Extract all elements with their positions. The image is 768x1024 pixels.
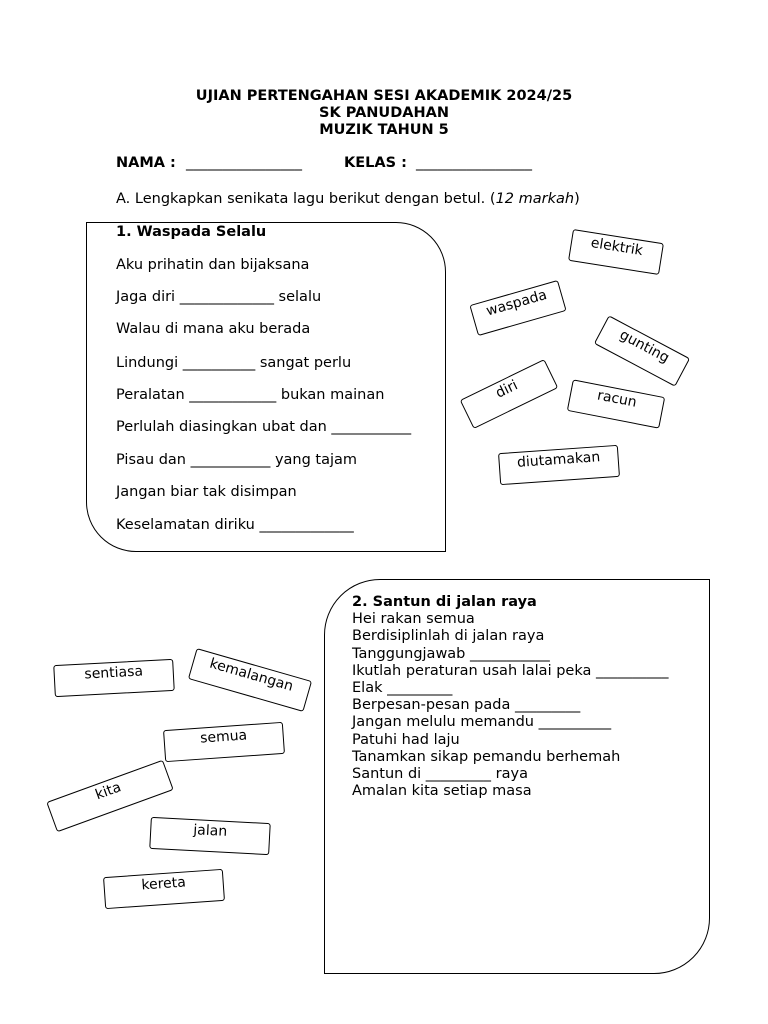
word-card[interactable]: jalan [149, 817, 271, 855]
word-card[interactable]: diutamakan [498, 445, 620, 485]
word-card[interactable]: elektrik [568, 229, 664, 275]
word-card[interactable]: semua [163, 722, 285, 762]
song2-lyrics [352, 594, 668, 800]
lyric-line: Amalan kita setiap masa [352, 783, 532, 800]
nama-label: NAMA : [116, 155, 176, 171]
word-card[interactable]: kereta [103, 869, 225, 909]
school-name: SK PANUDAHAN [319, 105, 449, 121]
lyric-line: Tanggungjawab ___________ [352, 645, 550, 662]
kelas-label: KELAS : [344, 155, 407, 171]
instruction-text: A. Lengkapkan senikata lagu berikut dengan betul. ( [116, 191, 496, 207]
lyric-line: Jaga diri _____________ selalu [116, 289, 322, 305]
lyric-line: Berpesan-pesan pada _________ [352, 697, 581, 714]
song2-title: 2. Santun di jalan raya [352, 594, 537, 610]
lyric-line: Pisau dan ___________ yang tajam [116, 452, 358, 468]
word-card[interactable]: sentiasa [53, 659, 175, 697]
subject-name: MUZIK TAHUN 5 [319, 122, 449, 138]
lyric-line: Jangan melulu memandu __________ [352, 714, 612, 731]
lyric-line: Ikutlah peraturan usah lalai peka __________ [352, 662, 669, 679]
lyric-line: Keselamatan diriku _____________ [116, 517, 354, 533]
instruction-close: ) [574, 191, 580, 207]
song1-title: 1. Waspada Selalu [116, 224, 267, 240]
instruction-marks: 12 markah [495, 191, 575, 207]
lyric-line: Perlulah diasingkan ubat dan ___________ [116, 419, 412, 435]
word-card[interactable]: racun [567, 379, 665, 428]
lyric-line: Santun di _________ raya [352, 766, 528, 783]
lyric-line: Berdisiplinlah di jalan raya [352, 628, 545, 645]
instruction [116, 191, 580, 207]
lyric-line: Tanamkan sikap pemandu berhemah [352, 748, 621, 765]
lyric-line: Jangan biar tak disimpan [116, 484, 297, 500]
lyric-line: Peralatan ____________ bukan mainan [116, 387, 385, 403]
word-card[interactable]: gunting [594, 315, 690, 386]
lyric-line: Walau di mana aku berada [116, 321, 311, 337]
kelas-blank: ________________ [416, 155, 532, 171]
lyric-line: Patuhi had laju [352, 731, 460, 748]
nama-blank: ________________ [186, 155, 302, 171]
word-card[interactable]: kita [46, 760, 173, 832]
word-card[interactable]: waspada [469, 280, 566, 336]
word-card[interactable]: diri [460, 359, 559, 429]
word-card[interactable]: kemalangan [188, 648, 312, 712]
lyric-line: Hei rakan semua [352, 611, 475, 628]
exam-title: UJIAN PERTENGAHAN SESI AKADEMIK 2024/25 [195, 88, 573, 104]
lyric-line: Elak _________ [352, 680, 453, 697]
lyric-line: Aku prihatin dan bijaksana [116, 257, 310, 273]
lyric-line: Lindungi __________ sangat perlu [116, 355, 352, 371]
